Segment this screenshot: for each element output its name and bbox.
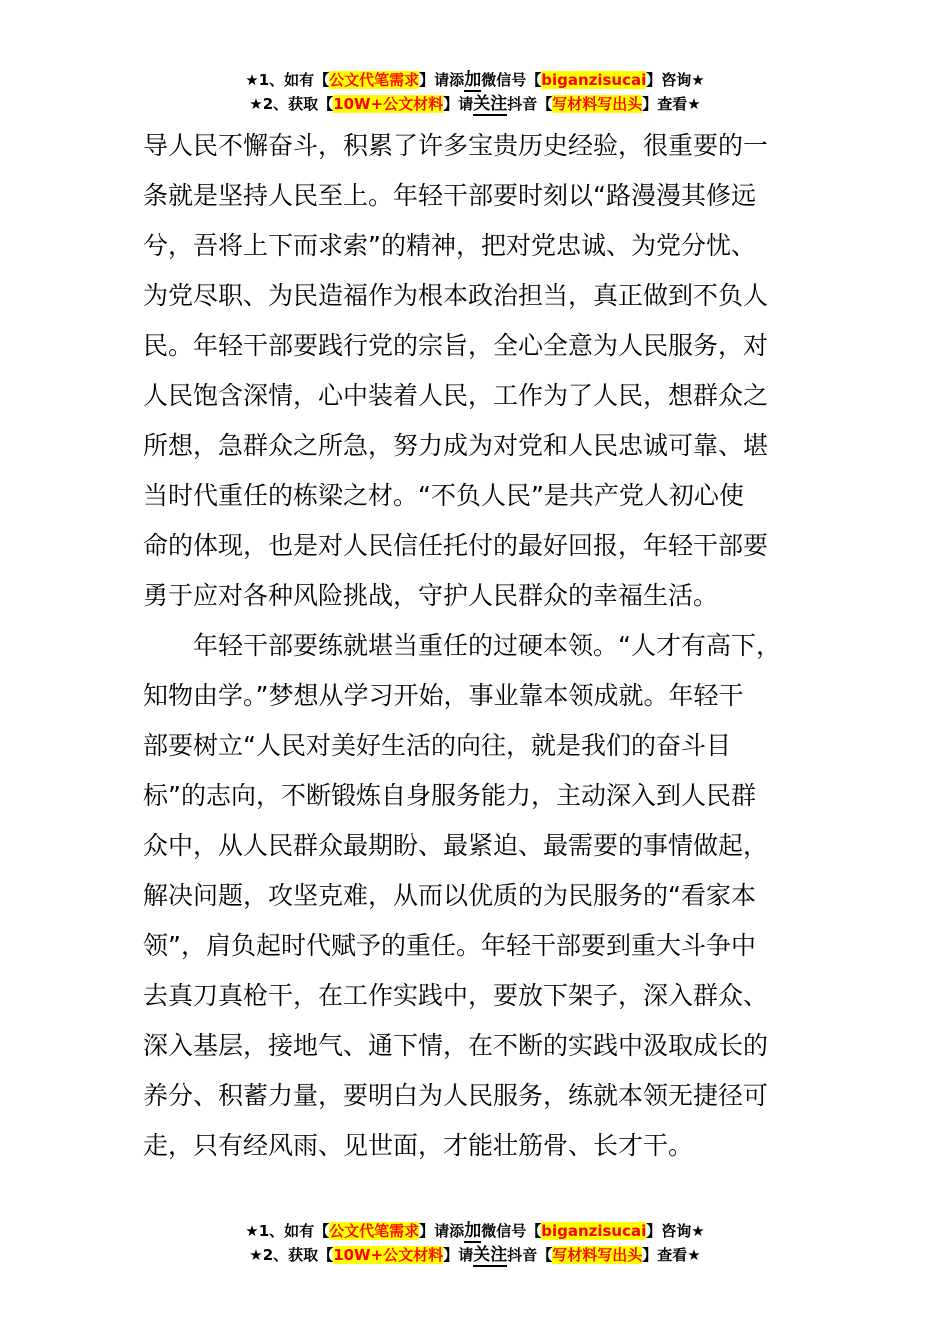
service-highlight: 公文代笔需求 [329,1222,420,1240]
text-line: 兮，吾将上下而求索”的精神，把对党忠诚、为党分忧、 [143,231,756,260]
footer-line-2-suffix: 】查看★ [642,1246,701,1264]
text-line: 年轻干部要练就堪当重任的过硬本领。“人才有高下， [143,631,781,660]
footer-line-2-prefix: ★2、获取【 [249,1246,334,1264]
materials-highlight: 10W+公文材料 [333,1246,444,1264]
header-line-2 [0,92,950,116]
footer-line-1-mid2: 微信号【 [481,1222,542,1240]
text-line: 民。年轻干部要践行党的宗旨，全心全意为人民服务，对 [143,331,769,360]
text-line: 为党尽职、为民造福作为根本政治担当，真正做到不负人 [143,281,769,310]
footer-line-1-emphasis: 加 [464,1221,482,1241]
wechat-id-highlight: biganzisucai [541,1222,647,1240]
text-line: 人民饱含深情，心中装着人民，工作为了人民，想群众之 [143,381,769,410]
paragraph-1 [143,121,833,621]
service-highlight: 公文代笔需求 [329,71,420,89]
header-line-2-mid: 】请 [443,95,474,113]
header-line-1-suffix: 】咨询★ [646,71,705,89]
text-line: 部要树立“人民对美好生活的向往，就是我们的奋斗目 [143,731,731,760]
text-line: 当时代重任的栋梁之材。“不负人民”是共产党人初心使 [143,481,744,510]
document-body [143,121,833,1171]
footer-banner [0,1219,950,1267]
footer-line-2-emphasis: 关注 [473,1245,508,1265]
footer-line-1-suffix: 】咨询★ [646,1222,705,1240]
text-line: 众中，从人民群众最期盼、最紧迫、最需要的事情做起， [143,831,769,860]
footer-line-2-mid2: 抖音【 [507,1246,553,1264]
text-line: 勇于应对各种风险挑战，守护人民群众的幸福生活。 [143,581,719,610]
footer-line-1 [0,1219,950,1243]
text-line: 解决问题，攻坚克难，从而以优质的为民服务的“看家本 [143,881,756,910]
header-line-2-mid2: 抖音【 [507,95,553,113]
text-line: 标”的志向，不断锻炼自身服务能力，主动深入到人民群 [143,781,756,810]
footer-line-1-prefix: ★1、如有【 [245,1222,330,1240]
text-line: 养分、积蓄力量，要明白为人民服务，练就本领无捷径可 [143,1081,769,1110]
douyin-account-highlight: 写材料写出头 [552,95,643,113]
header-line-2-prefix: ★2、获取【 [249,95,334,113]
text-line: 命的体现，也是对人民信任托付的最好回报，年轻干部要 [143,531,769,560]
text-line: 所想，急群众之所急，努力成为对党和人民忠诚可靠、堪 [143,431,769,460]
text-line: 走，只有经风雨、见世面，才能壮筋骨、长才干。 [143,1131,694,1160]
header-line-2-suffix: 】查看★ [642,95,701,113]
text-line: 深入基层，接地气、通下情，在不断的实践中汲取成长的 [143,1031,769,1060]
header-line-1 [0,68,950,92]
text-line: 去真刀真枪干，在工作实践中，要放下架子，深入群众、 [143,981,769,1010]
text-line: 条就是坚持人民至上。年轻干部要时刻以“路漫漫其修远 [143,181,756,210]
paragraph-2 [143,621,833,1171]
header-banner [0,68,950,116]
header-line-2-emphasis: 关注 [473,94,508,114]
footer-line-2-mid: 】请 [443,1246,474,1264]
header-line-1-emphasis: 加 [464,70,482,90]
header-line-1-mid2: 微信号【 [481,71,542,89]
materials-highlight: 10W+公文材料 [333,95,444,113]
header-line-1-prefix: ★1、如有【 [245,71,330,89]
footer-line-1-mid: 】请添 [419,1222,465,1240]
header-line-1-mid: 】请添 [419,71,465,89]
footer-line-2 [0,1243,950,1267]
text-line: 领”，肩负起时代赋予的重任。年轻干部要到重大斗争中 [143,931,756,960]
text-line: 知物由学。”梦想从学习开始，事业靠本领成就。年轻干 [143,681,744,710]
wechat-id-highlight: biganzisucai [541,71,647,89]
text-line: 导人民不懈奋斗，积累了许多宝贵历史经验，很重要的一 [143,131,769,160]
douyin-account-highlight: 写材料写出头 [552,1246,643,1264]
